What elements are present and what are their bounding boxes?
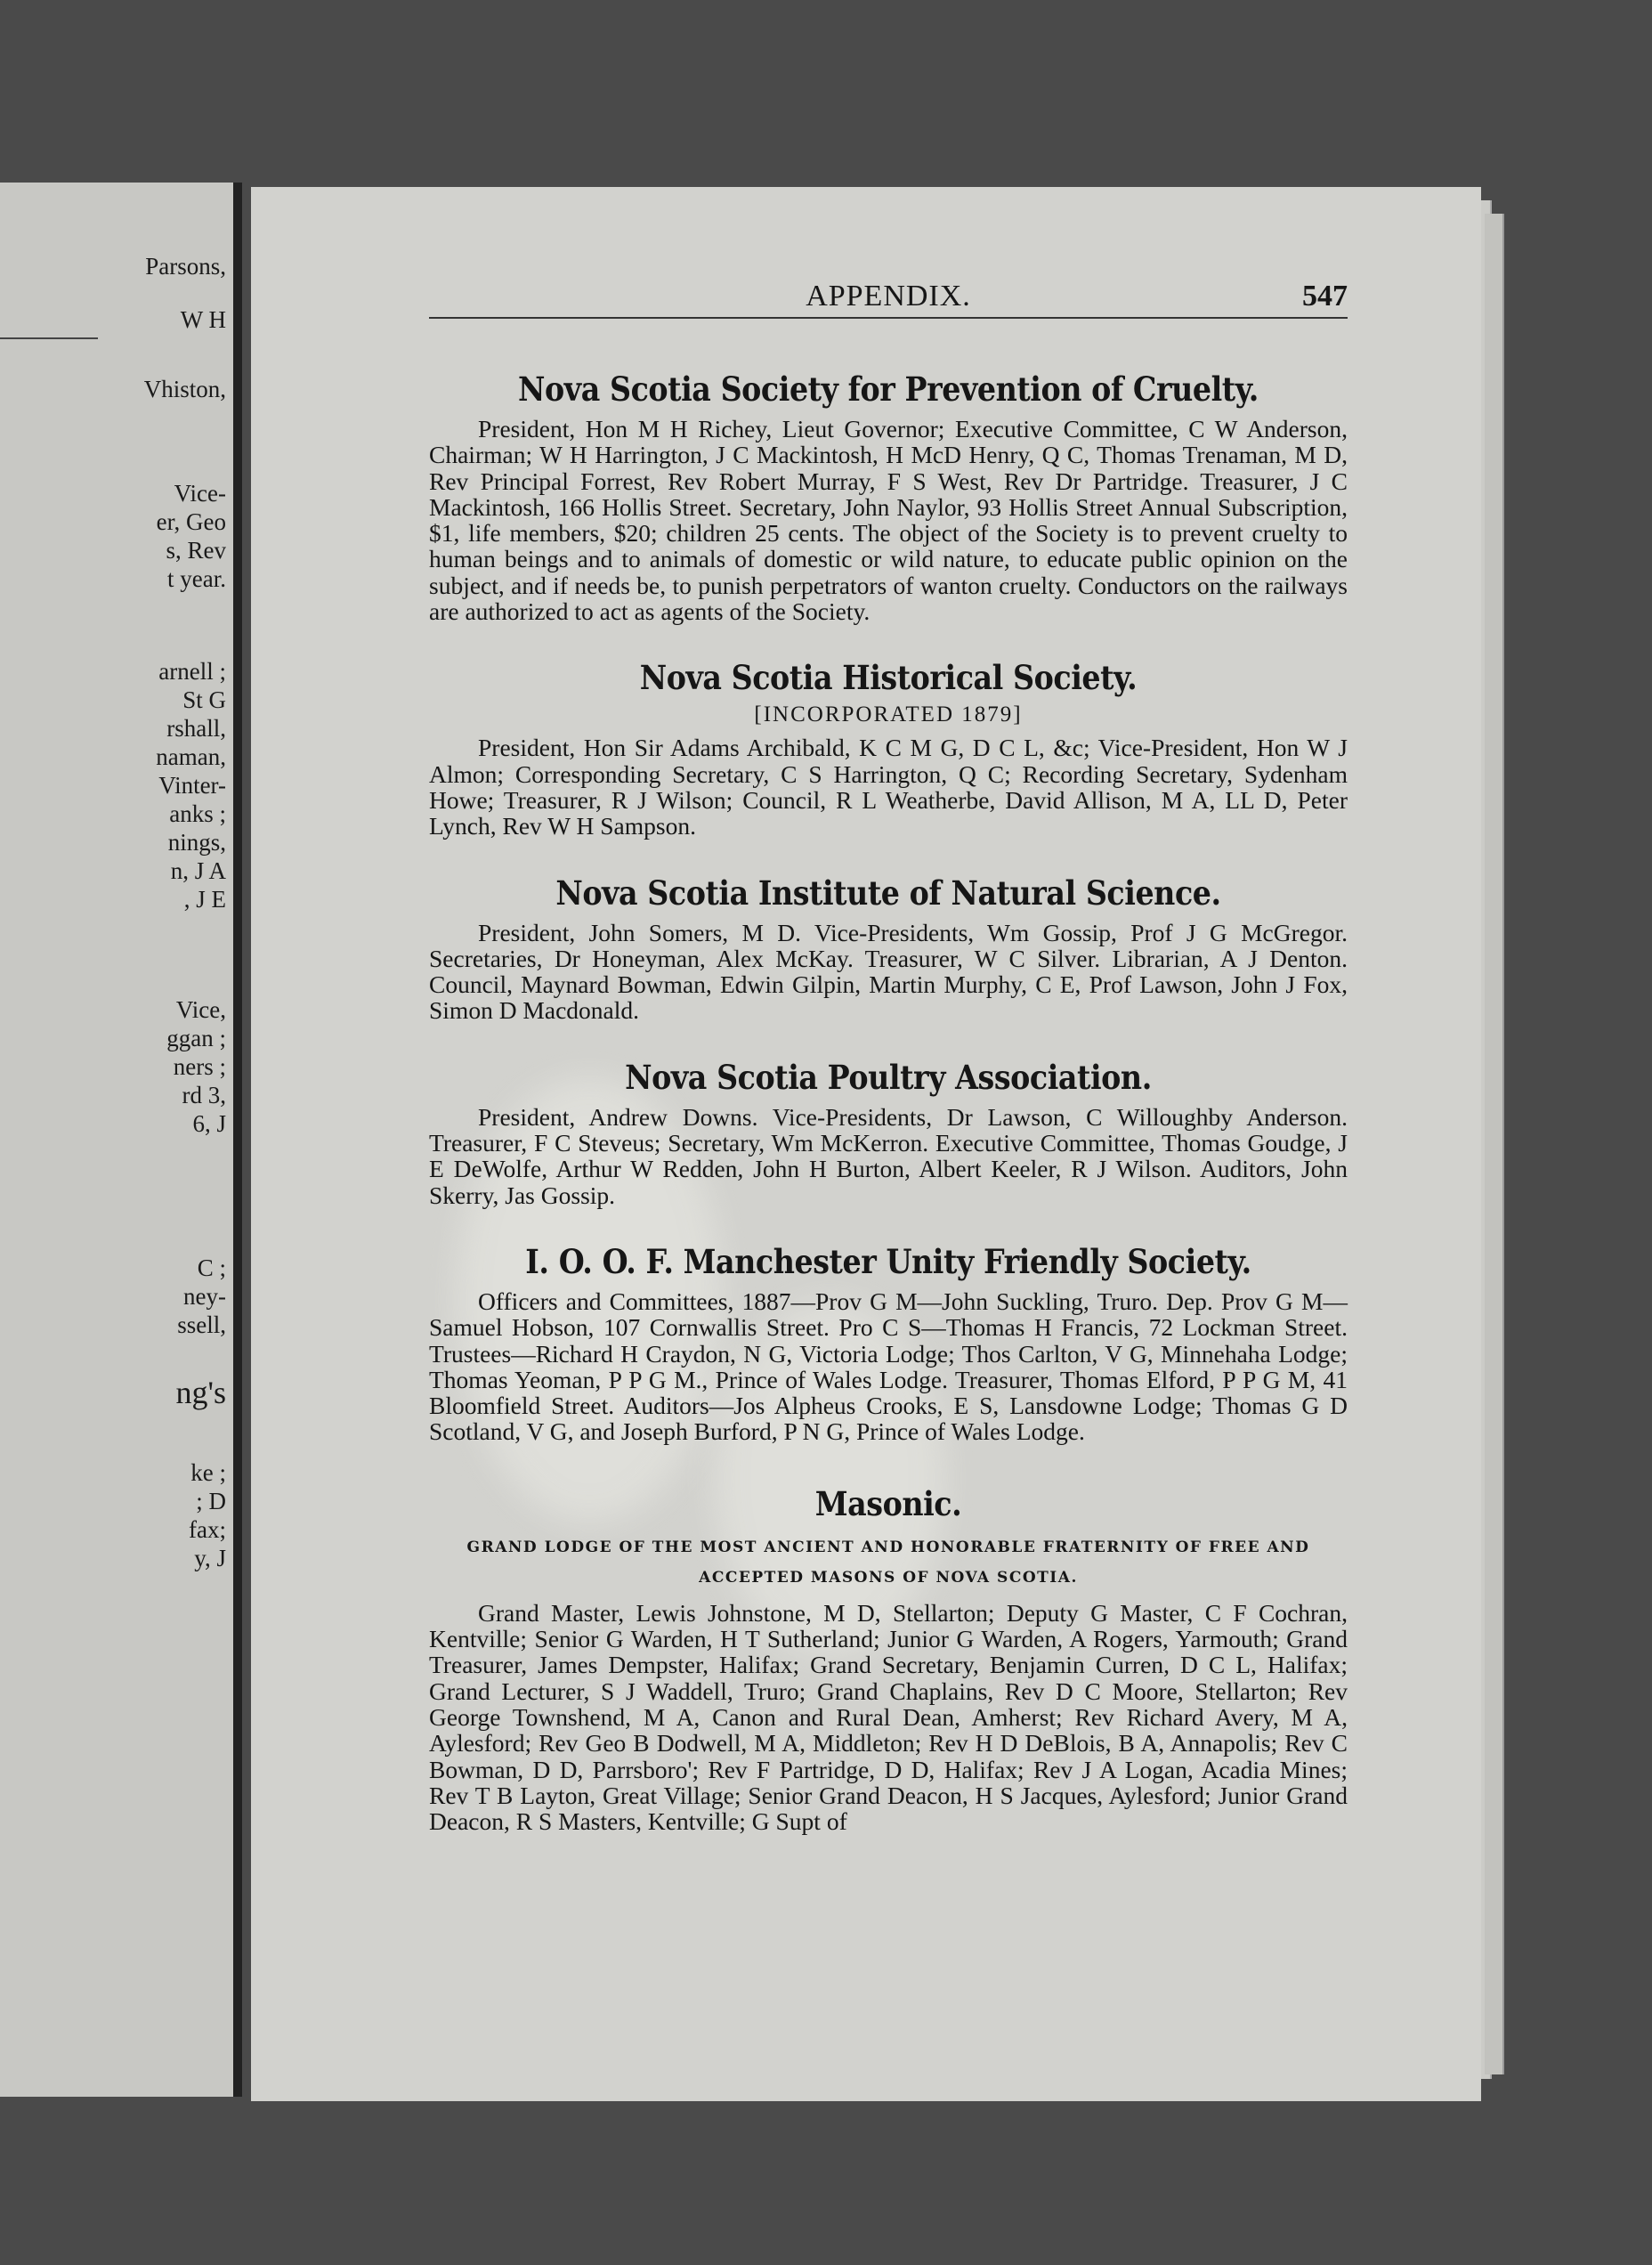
left-page-fragment: s, Rev [166,537,226,564]
left-page-fragment: Vinter- [158,772,226,799]
left-page-fragment: anks ; [169,800,226,827]
left-page-fragment: ssell, [177,1311,226,1338]
header-title: APPENDIX. [806,280,971,313]
left-page-fragment: rshall, [166,715,226,742]
left-page-fragment: ng's [175,1375,226,1410]
section-subheading: GRAND LODGE OF THE MOST ANCIENT AND HONORABLE FRATERNITY OF FREE AND ACCEPTED MASONS OF NOVA SCOTIA. [466,1538,1310,1587]
right-page [251,187,1481,2101]
left-page-fragment: W H [180,306,226,333]
left-page-fragment: Vice- [174,480,226,507]
left-page [0,183,242,2097]
left-page-fragment: nings, [167,829,226,856]
left-page-rule [0,337,98,339]
left-page-fragment: er, Geo [156,508,226,535]
left-page-fragment: Vice, [175,996,226,1023]
section-body: President, Hon Sir Adams Archibald, K C M G, D C L, &c; Vice-President, Hon W J Almon; Corresponding Secretary, C S Harrington, Q C; Recording Secretary, Sydenham Howe; Treasurer, R J Wilson; Council, R L Weatherbe, David Allison, M A, LL D, Peter Lynch, Rev W H Sampson. [429,734,1348,840]
section-body: President, Andrew Downs. Vice-Presidents, Dr Lawson, C Willoughby Anderson. Treasurer, F C Steveus; Secretary, Wm McKerron. Executive Committee, Thomas Goudge, J E DeWolfe, Arthur W Redden, John H Burton, Albert Keeler, R J Wilson. Auditors, John Skerry, Jas Gossip. [429,1102,1348,1209]
left-page-fragment: rd 3, [182,1082,226,1108]
section-heading: Nova Scotia Institute of Natural Science. [555,873,1221,913]
page-number: 547 [1302,280,1348,313]
left-page-fragment: C ; [197,1254,226,1281]
left-page-fragment: naman, [156,743,226,770]
left-page-fragment: n, J A [170,857,226,884]
left-page-fragment: ney- [183,1283,226,1310]
left-page-fragment: 6, J [192,1110,226,1137]
section-body: President, John Somers, M D. Vice-Presidents, Wm Gossip, Prof J G McGregor. Secretaries, Dr Honeyman, Alex McKay. Treasurer, W C Silver. Librarian, A J Denton. Council, Maynard Bowman, Edwin Gilpin, Martin Murphy, C E, Prof Lawson, John J Fox, Simon D Macdonald. [429,918,1348,1025]
left-page-fragment: St G [182,686,226,713]
left-page-fragment: fax; [189,1516,226,1543]
left-page-fragment: arnell ; [158,658,226,685]
section-heading: Nova Scotia Historical Society. [639,658,1138,698]
left-page-fragment: Vhiston, [143,376,226,402]
section-body: Officers and Committees, 1887—Prov G M—John Suckling, Truro. Dep. Prov G M—Samuel Hobson, 107 Cornwallis Street. Pro C S—Thomas H Francis, 72 Lockman Street. Trustees—Richard H Craydon, N G, Victoria Lodge; Thos Carlton, V G, Minnehaha Lodge; Thomas Yeoman, P P G M., Prince of Wales Lodge. Treasurer, Thomas Elford, P P G M, 41 Bloomfield Street. Auditors—Jos Alpheus Crooks, E S, Lansdowne Lodge; Thomas G D Scotland, V G, and Joseph Burford, P N G, Prince of Wales Lodge. [429,1287,1348,1446]
section-heading: Nova Scotia Poultry Association. [625,1057,1152,1097]
left-page-fragment: , J E [183,886,226,913]
running-header [429,276,1348,319]
left-page-fragment: t year. [167,565,226,592]
section-heading: I. O. O. F. Manchester Unity Friendly Society. [525,1241,1251,1281]
left-page-fragment: ; D [196,1488,226,1514]
page-content [429,369,1348,1834]
section-heading: Nova Scotia Society for Prevention of Cruelty. [518,369,1259,409]
section-body: President, Hon M H Richey, Lieut Governor; Executive Committee, C W Anderson, Chairman; W H Harrington, J C Mackintosh, H McD Henry, Q C, Thomas Trenaman, M D, Rev Principal Forrest, Rev Robert Murray, F S West, Rev Dr Partridge. Treasurer, J C Mackintosh, 166 Hollis Street. Secretary, John Naylor, 93 Hollis Street Annual Subscription, $1, life members, $20; children 25 cents. The object of the Society is to prevent cruelty to human beings and to animals of domestic or wild nature, to educate public opinion on the subject, and if needs be, to punish perpetrators of wanton cruelty. Conductors on the railways are authorized to act as agents of the Society. [429,415,1348,626]
section-body: Grand Master, Lewis Johnstone, M D, Stellarton; Deputy G Master, C F Cochran, Kentville; Senior G Warden, H T Sutherland; Junior G Warden, A Rogers, Yarmouth; Grand Treasurer, James Dempster, Halifax; Grand Secretary, Benjamin Curren, D C L, Halifax; Grand Lecturer, S J Waddell, Truro; Grand Chaplains, Rev D C Moore, Stellarton; Rev George Townshend, M A, Canon and Rural Dean, Amherst; Rev Richard Avery, M A, Aylesford; Rev Geo B Dodwell, M A, Middleton; Rev H D DeBlois, B A, Annapolis; Rev C Bowman, D D, Parrsboro'; Rev F Partridge, D D, Halifax; Rev J A Logan, Acadia Mines; Rev T B Layton, Great Village; Senior Grand Deacon, H S Jacques, Aylesford; Junior Grand Deacon, R S Masters, Kentville; G Supt of [429,1598,1348,1836]
left-page-fragment: ggan ; [166,1025,226,1051]
left-page-fragment: Parsons, [145,253,226,280]
left-page-fragment: y, J [194,1545,226,1571]
page-edge-stack [1485,214,1504,2074]
left-page-fragment: ke ; [190,1459,226,1486]
section-subheading: [INCORPORATED 1879] [754,702,1023,727]
left-page-fragment: ners ; [173,1053,226,1080]
section-heading: Masonic. [814,1483,962,1523]
